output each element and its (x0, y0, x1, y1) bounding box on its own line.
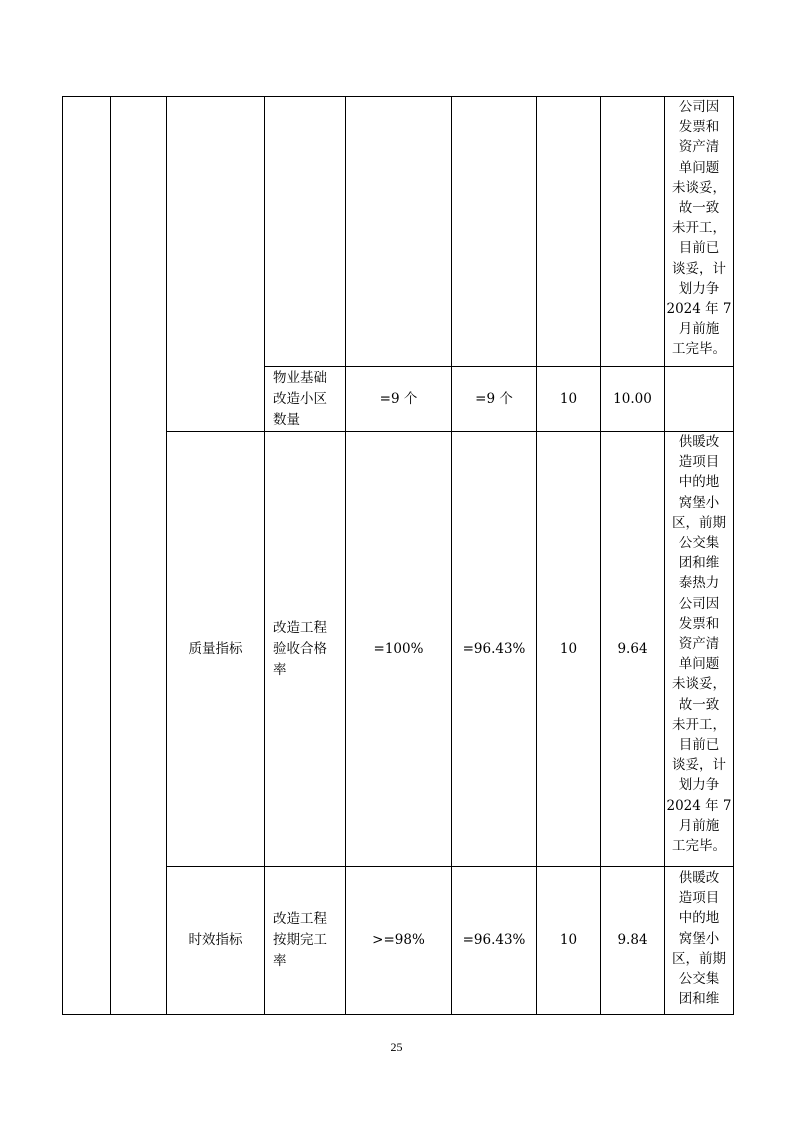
table-row-2-name: 改造工程 验收合格 率 (273, 619, 327, 678)
table-row-3-weight: 10 (559, 932, 578, 948)
table-row-1-actual: =9 个 (475, 390, 513, 407)
table-row-0-note: 公司因 发票和 资产清 单问题 未谈妥， 故一致 未开工， 目前已 谈妥，计 划力争 2024 年 7 月前施 工完毕。 (666, 99, 732, 358)
table-row-1-target: =9 个 (379, 390, 418, 407)
table-border-right (733, 96, 734, 1015)
table-border-bottom (62, 1014, 734, 1015)
table-row-2-indicator: 质量指标 (188, 640, 243, 657)
page-number: 25 (390, 1040, 403, 1054)
table-row-2-actual: =96.43% (462, 640, 526, 657)
table-row-1-score: 10.00 (613, 390, 652, 407)
table-row-2-note: 供暖改 造项目 中的地 窝堡小 区，前期 公交集 团和维 泰热力 公司因 发票和 资产清 单问题 未谈妥， 故一致 未开工， 目前已 谈妥，计 划力争 2024 年 7 月前施 工完毕。 (666, 434, 732, 855)
table-row-3-note: 供暖改 造项目 中的地 窝堡小 区，前期 公交集 团和维 (672, 870, 726, 1008)
table-row-3-indicator: 时效指标 (188, 932, 243, 948)
table-row-2-weight: 10 (559, 640, 578, 657)
table-divider (110, 96, 111, 1015)
table-border-top (62, 96, 734, 97)
table-row-2-score: 9.64 (617, 640, 648, 657)
table-row-2-target: =100% (373, 640, 424, 657)
table-border-left (62, 96, 63, 1015)
table-row-3-name: 改造工程 按期完工 率 (273, 911, 327, 969)
table-row-3-score: 9.84 (617, 932, 648, 948)
table-row-1-weight: 10 (559, 390, 578, 407)
table-row-3-actual: =96.43% (462, 932, 526, 948)
table-row-1-name: 物业基础 改造小区 数量 (273, 369, 327, 428)
table-row-3-target: >=98% (372, 932, 425, 948)
